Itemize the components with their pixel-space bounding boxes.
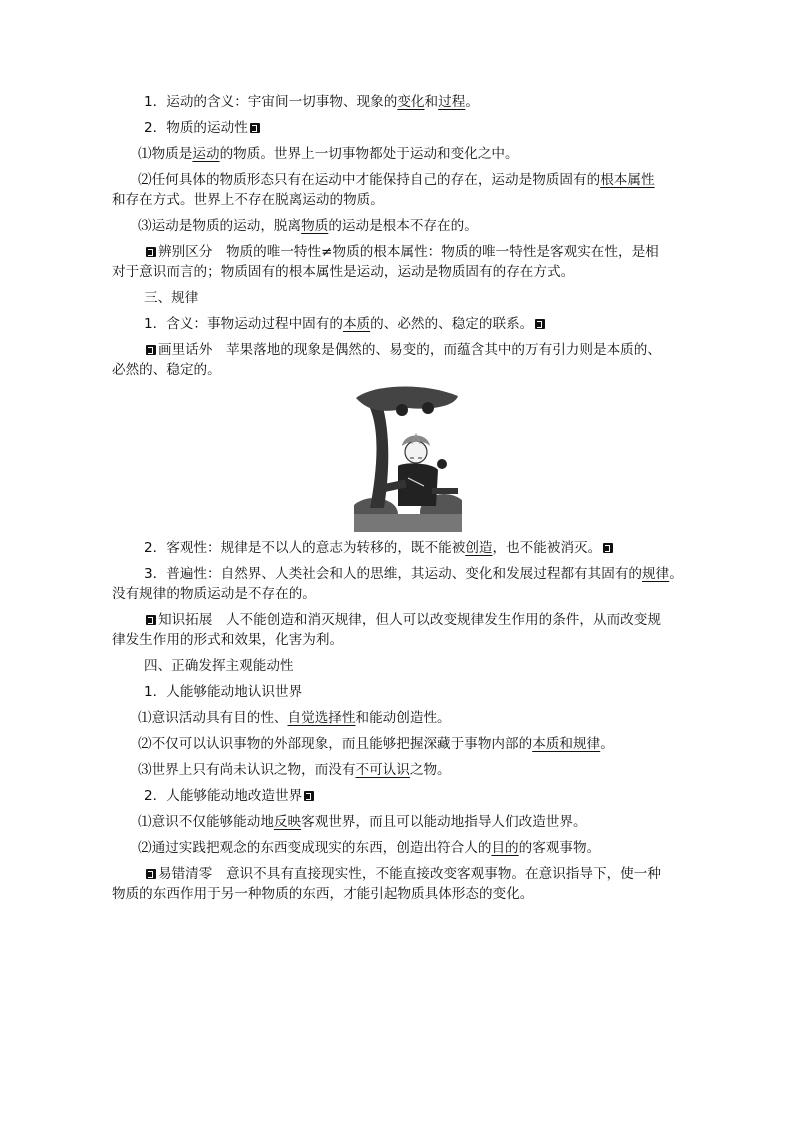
line-reflect-world: ⑴意识不仅能够能动地反映客观世界，而且可以能动地指导人们改造世界。	[138, 814, 587, 830]
heading-matter-motion: 2．物质的运动性	[112, 118, 682, 138]
annotation-marker-icon	[250, 123, 260, 133]
heading-transform-world: 2．人能够能动地改造世界	[112, 786, 682, 806]
annotation-marker-icon	[146, 615, 156, 625]
line-universality-cont: 没有规律的物质运动是不存在的。	[112, 586, 316, 602]
note-common-mistake-cont: 物质的东西作用于另一种物质的东西，才能引起物质具体形态的变化。	[112, 886, 534, 902]
newton-apple-illustration	[354, 386, 462, 532]
line-fundamental-attribute-cont: 和存在方式。世界上不存在脱离运动的物质。	[112, 192, 384, 208]
annotation-marker-icon	[603, 543, 613, 553]
section-heading-initiative: 四、正确发挥主观能动性	[144, 658, 294, 674]
line-practice-realize: ⑵通过实践把观念的东西变成现实的东西，创造出符合人的目的的客观事物。	[138, 840, 601, 856]
heading-know-world: 1．人能够能动地认识世界	[144, 684, 303, 700]
annotation-marker-icon	[304, 791, 314, 801]
section-heading-law: 三、规律	[144, 290, 199, 306]
annotation-marker-icon	[146, 869, 156, 879]
note-knowledge-extension-cont: 律发生作用的形式和效果，化害为利。	[112, 632, 344, 648]
note-knowledge-extension: 知识拓展 人不能创造和消灭规律，但人可以改变规律发生作用的条件，从而改变规	[112, 610, 682, 630]
line-consciousness-traits: ⑴意识活动具有目的性、自觉选择性和能动创造性。	[138, 710, 451, 726]
line-grasp-essence: ⑵不仅可以认识事物的外部现象，而且能够把握深藏于事物内部的本质和规律。	[138, 736, 614, 752]
line-law-definition: 1．含义：事物运动过程中固有的本质的、必然的、稳定的联系。	[112, 314, 682, 334]
document-body	[112, 92, 682, 904]
line-motion-of-matter: ⑶运动是物质的运动，脱离物质的运动是根本不存在的。	[138, 218, 478, 234]
note-common-mistake: 易错清零 意识不具有直接现实性，不能直接改变客观事物。在意识指导下，使一种	[112, 864, 682, 884]
note-picture: 画里话外 苹果落地的现象是偶然的、易变的，而蕴含其中的万有引力则是本质的、	[112, 340, 682, 360]
line-knowable-world: ⑶世界上只有尚未认识之物，而没有不可认识之物。	[138, 762, 451, 778]
note-distinguish: 辨别区分 物质的唯一特性≠物质的根本属性：物质的唯一特性是客观实在性，是相	[112, 242, 682, 262]
annotation-marker-icon	[535, 319, 545, 329]
note-picture-cont: 必然的、稳定的。	[112, 362, 221, 378]
note-distinguish-cont: 对于意识而言的；物质固有的根本属性是运动，运动是物质固有的存在方式。	[112, 264, 575, 280]
annotation-marker-icon	[146, 345, 156, 355]
line-fundamental-attribute: ⑵任何具体的物质形态只有在运动中才能保持自己的存在，运动是物质固有的根本属性	[138, 172, 655, 188]
annotation-marker-icon	[146, 247, 156, 257]
line-objectivity: 2．客观性：规律是不以人的意志为转移的，既不能被创造，也不能被消灭。	[112, 538, 682, 558]
line-motion-definition: 1．运动的含义：宇宙间一切事物、现象的变化和过程。	[144, 94, 479, 110]
line-universality: 3．普遍性：自然界、人类社会和人的思维，其运动、变化和发展过程都有其固有的规律。	[144, 566, 683, 582]
line-matter-is-moving: ⑴物质是运动的物质。世界上一切事物都处于运动和变化之中。	[138, 146, 519, 162]
